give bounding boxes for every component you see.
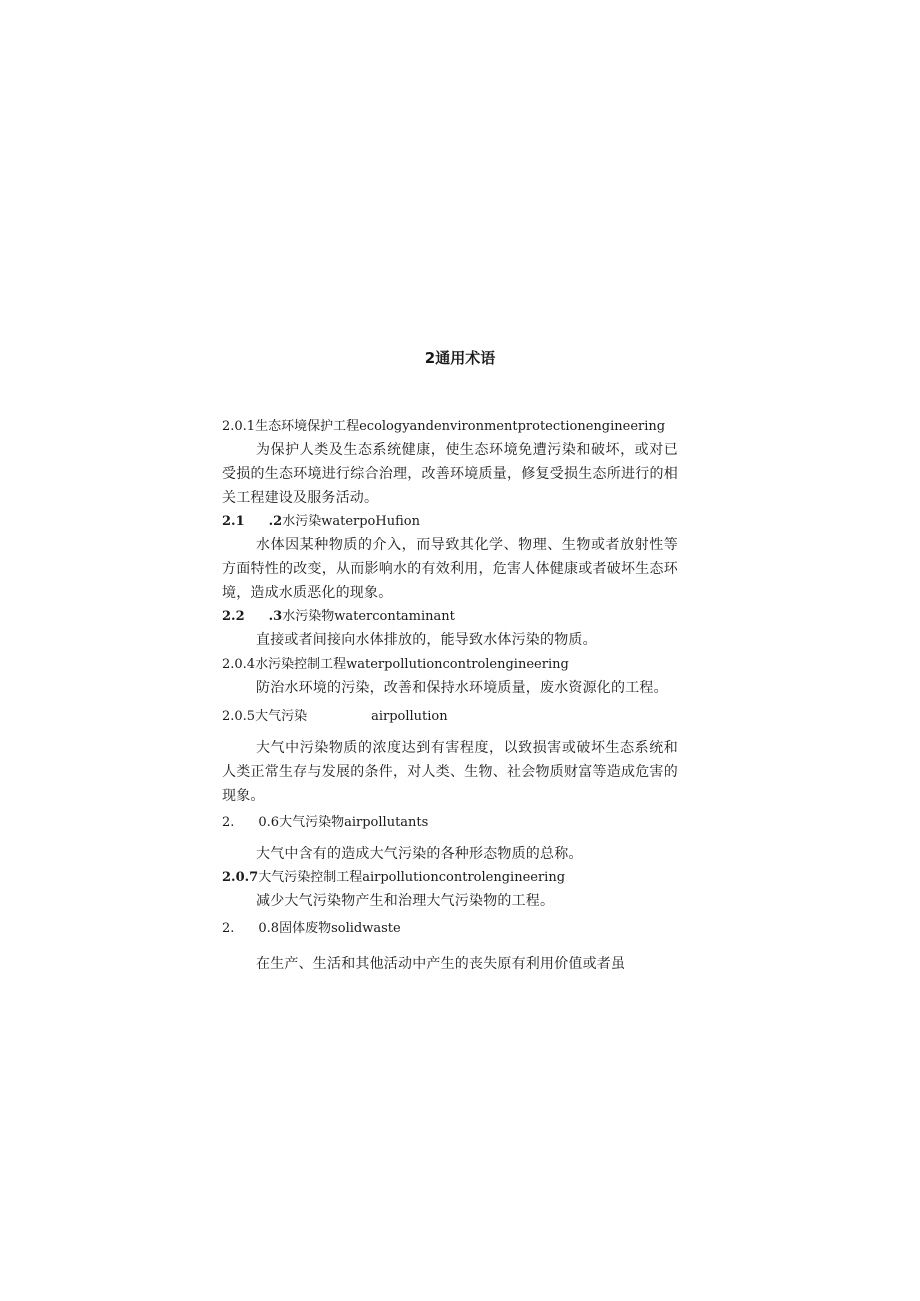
term-name: 水污染控制工程: [255, 657, 347, 672]
term-definition: 大气中污染物质的浓度达到有害程度，以致损害或破坏生态系统和人类正常生存与发展的条件，对人类、生物、社会物质财富等造成危害的现象。: [222, 740, 678, 804]
term-number-suffix: 0.6: [258, 815, 280, 830]
term-number: 2.0.1: [222, 419, 256, 434]
term-english: waterpoHufion: [321, 514, 420, 529]
term-definition: 防治水环境的污染，改善和保持水环境质量，废水资源化的工程。: [256, 680, 668, 696]
term-number-suffix: .3: [268, 609, 283, 624]
term-number: 2.: [222, 815, 235, 830]
term-definition: 大气中含有的造成大气污染的各种形态物质的总称。: [256, 846, 583, 862]
term-number: 2.: [222, 921, 235, 936]
term-definition: 减少大气污染物产生和治理大气污染物的工程。: [256, 893, 555, 909]
term-number-suffix: .2: [268, 514, 283, 529]
term-heading: [222, 869, 565, 887]
term-english: watercontaminant: [334, 609, 455, 624]
term-name: 水污染物: [282, 609, 335, 624]
term-english: waterpollutioncontrolengineering: [346, 657, 569, 672]
term-definition: 为保护人类及生态系统健康，使生态环境免遭污染和破坏，或对已受损的生态环境进行综合治理，改善环境质量，修复受损生态所进行的相关工程建设及服务活动。: [222, 442, 678, 506]
term-heading: [222, 513, 420, 531]
term-number: 2.0.4: [222, 657, 256, 672]
term-heading: [222, 814, 428, 832]
term-heading: [222, 708, 448, 726]
term-english: airpollutants: [344, 815, 429, 830]
term-name: 大气污染控制工程: [258, 870, 363, 885]
term-definition: 直接或者间接向水体排放的，能导致水体污染的物质。: [256, 632, 597, 648]
term-heading: [222, 920, 401, 938]
term-number: 2.1: [222, 514, 245, 529]
term-name: 生态环境保护工程: [255, 419, 360, 434]
term-name: 水污染: [282, 514, 322, 529]
term-name: 大气污染物: [279, 815, 345, 830]
term-english: airpollutioncontrolengineering: [362, 870, 566, 885]
term-name: 大气污染: [255, 709, 308, 724]
term-name: 固体废物: [279, 921, 332, 936]
term-heading: [222, 418, 665, 436]
term-english: ecologyandenvironmentprotectionengineering: [359, 419, 666, 434]
term-number: 2.0.5: [222, 709, 256, 724]
term-english: airpollution: [371, 709, 448, 724]
term-number-suffix: 0.8: [258, 921, 280, 936]
term-definition: 在生产、生活和其他活动中产生的丧失原有利用价值或者虽: [256, 956, 626, 972]
term-heading: [222, 608, 455, 626]
term-heading: [222, 656, 569, 674]
term-english: solidwaste: [331, 921, 401, 936]
term-number: 2.0.7: [222, 870, 259, 885]
section-title: 2通用术语: [424, 349, 496, 367]
term-number: 2.2: [222, 609, 245, 624]
term-definition: 水体因某种物质的介入，而导致其化学、物理、生物或者放射性等方面特性的改变，从而影响水的有效利用，危害人体健康或者破坏生态环境，造成水质恶化的现象。: [222, 537, 678, 601]
